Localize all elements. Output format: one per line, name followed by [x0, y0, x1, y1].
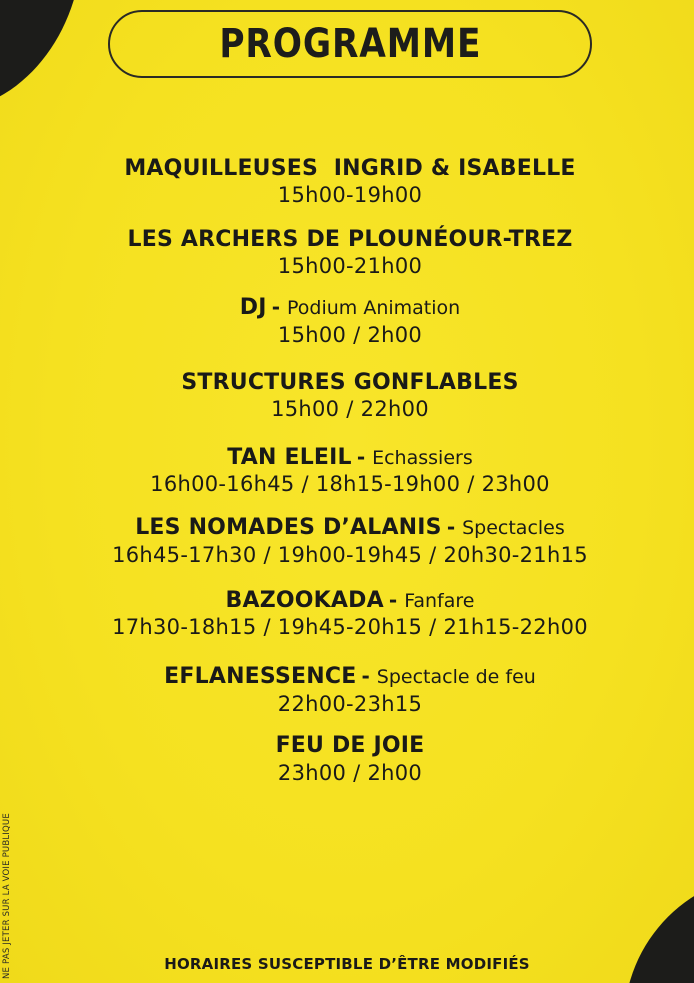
act-times: 15h00 / 2h00 [277, 322, 423, 347]
act-name: MAQUILLEUSES INGRID & ISABELLE [124, 156, 576, 181]
act-heading [40, 588, 660, 614]
act-heading [40, 664, 660, 690]
act-description: Fanfare [404, 589, 475, 612]
act-heading [40, 445, 660, 471]
act-heading [40, 227, 660, 253]
programme-item [40, 588, 660, 641]
act-separator: - [361, 664, 377, 689]
act-heading [40, 156, 660, 182]
act-separator: - [388, 587, 405, 612]
act-times: 22h00-23h15 [277, 691, 423, 716]
act-times: 15h00-19h00 [277, 183, 423, 208]
programme-item [40, 370, 660, 423]
act-name: DJ [239, 295, 267, 321]
act-name: LES NOMADES D’ALANIS [135, 515, 442, 541]
act-heading [40, 733, 660, 759]
act-description: Podium Animation [287, 297, 461, 320]
side-notice: NE PAS JETER SUR LA VOIE PUBLIQUE [2, 813, 12, 979]
programme-item [40, 156, 660, 209]
act-description: Echassiers [372, 446, 473, 469]
act-description: Spectacles [462, 517, 565, 540]
act-separator: - [356, 444, 373, 469]
act-name: FEU DE JOIE [275, 733, 425, 759]
act-name: LES ARCHERS DE PLOUNÉOUR-TREZ [127, 226, 573, 252]
programme-item [40, 733, 660, 786]
act-times: 16h45-17h30 / 19h00-19h45 / 20h30-21h15 [112, 542, 588, 567]
programme-item [40, 445, 660, 498]
act-name: BAZOOKADA [225, 587, 384, 613]
act-name: STRUCTURES GONFLABLES [181, 369, 519, 395]
act-heading [40, 295, 660, 321]
act-times: 16h00-16h45 / 18h15-19h00 / 23h00 [150, 471, 550, 496]
act-heading [40, 515, 660, 541]
programme-item [40, 295, 660, 348]
act-name: EFLANESSENCE [164, 664, 357, 690]
act-times: 15h00-21h00 [277, 254, 423, 279]
act-name: TAN ELEIL [227, 444, 352, 470]
page-title: PROGRAMME [218, 21, 482, 67]
act-separator: - [271, 295, 287, 320]
title-frame [108, 10, 592, 78]
act-times: 17h30-18h15 / 19h45-20h15 / 21h15-22h00 [112, 615, 588, 640]
programme-item [40, 664, 660, 717]
act-times: 23h00 / 2h00 [277, 760, 423, 785]
act-times: 15h00 / 22h00 [271, 397, 429, 422]
act-description: Spectacle de feu [376, 666, 536, 689]
footer-notice: HORAIRES SUSCEPTIBLE D’ÊTRE MODIFIÉS [164, 955, 530, 973]
programme-item [40, 227, 660, 280]
programme-item [40, 515, 660, 568]
act-separator: - [446, 515, 463, 540]
corner-decoration-top-left [0, 0, 81, 128]
programme-list [40, 150, 660, 786]
act-heading [40, 370, 660, 396]
